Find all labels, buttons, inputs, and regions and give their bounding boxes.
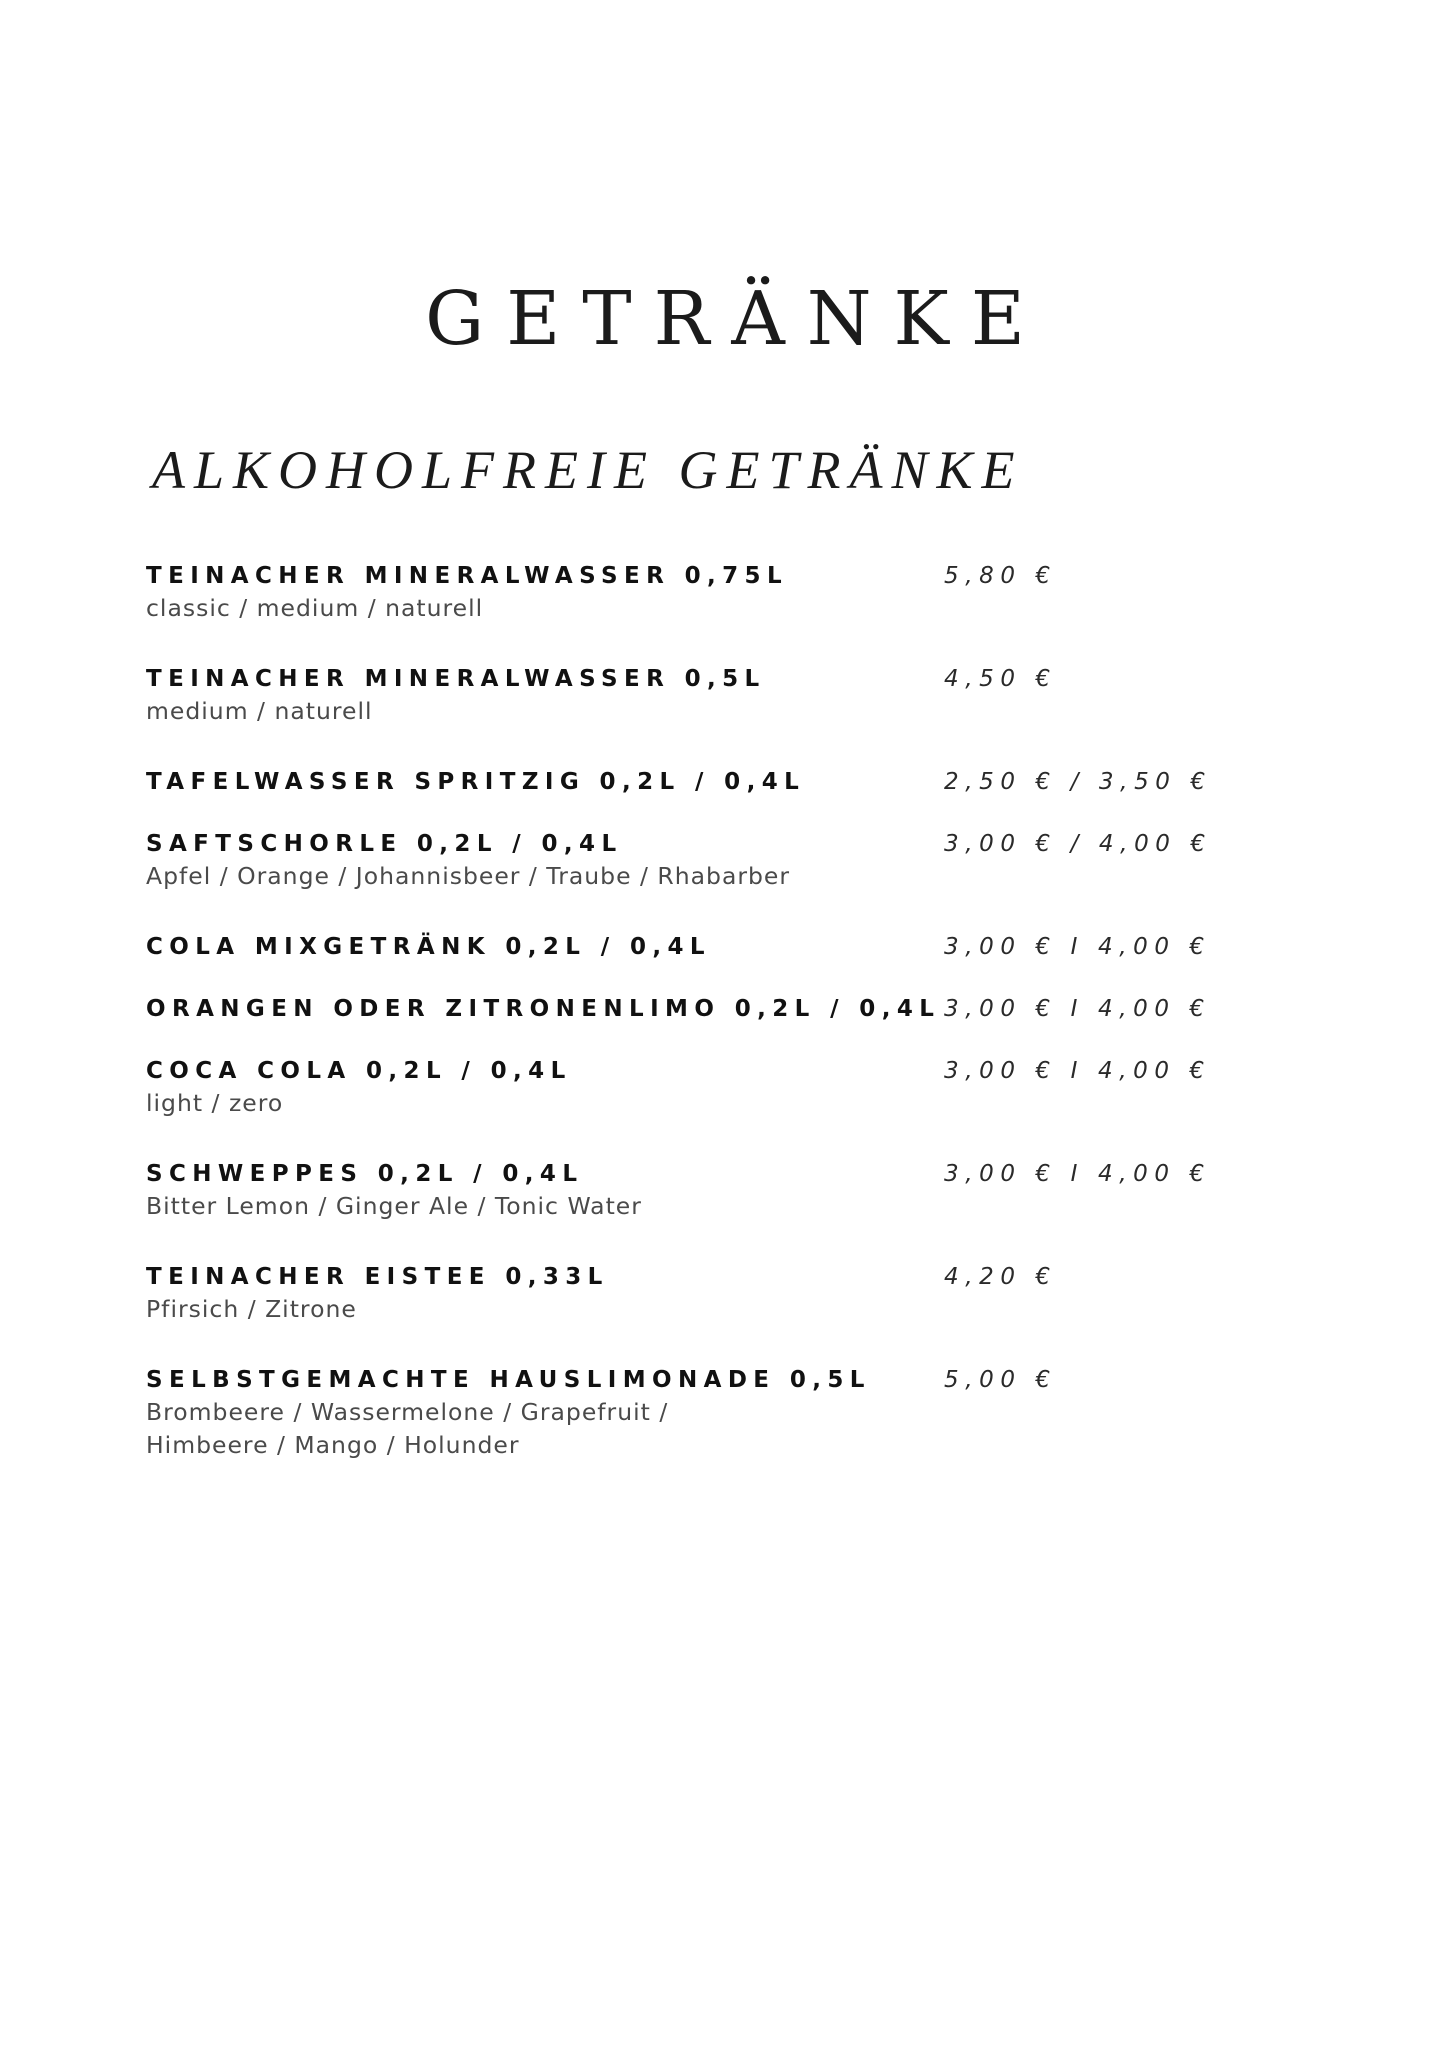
item-price: 4,50 €	[944, 666, 1057, 692]
item-description: Apfel / Orange / Johannisbeer / Traube / Rhabarber	[146, 862, 791, 890]
item-description: Himbeere / Mango / Holunder	[146, 1431, 520, 1459]
menu-item	[146, 993, 1296, 1025]
item-price: 3,00 € I 4,00 €	[944, 934, 1211, 960]
item-price: 3,00 € I 4,00 €	[944, 996, 1211, 1022]
menu-item	[146, 1261, 1296, 1326]
item-description: light / zero	[146, 1089, 284, 1117]
item-price: 2,50 € / 3,50 €	[944, 769, 1212, 795]
item-name: TEINACHER MINERALWASSER 0,5L	[146, 666, 766, 692]
item-name: TEINACHER EISTEE 0,33L	[146, 1264, 609, 1290]
item-name: COCA COLA 0,2L / 0,4L	[146, 1058, 572, 1084]
item-price: 4,20 €	[944, 1264, 1057, 1290]
menu-item	[146, 560, 1296, 625]
item-name: SAFTSCHORLE 0,2L / 0,4L	[146, 831, 623, 857]
item-price: 3,00 € / 4,00 €	[944, 831, 1212, 857]
item-description: Pfirsich / Zitrone	[146, 1295, 357, 1323]
item-description: Bitter Lemon / Ginger Ale / Tonic Water	[146, 1192, 642, 1220]
item-description: Brombeere / Wassermelone / Grapefruit /	[146, 1398, 669, 1426]
item-price: 5,00 €	[944, 1367, 1057, 1393]
menu-item	[146, 663, 1296, 728]
item-name: COLA MIXGETRÄNK 0,2L / 0,4L	[146, 934, 711, 960]
menu-item	[146, 766, 1296, 798]
item-name: TEINACHER MINERALWASSER 0,75L	[146, 563, 789, 589]
menu-item	[146, 1158, 1296, 1223]
menu-list	[146, 560, 1296, 1496]
item-name: SELBSTGEMACHTE HAUSLIMONADE 0,5L	[146, 1367, 871, 1393]
page-title: GETRÄNKE	[425, 276, 1047, 362]
item-description: classic / medium / naturell	[146, 594, 484, 622]
item-price: 3,00 € I 4,00 €	[944, 1058, 1211, 1084]
item-price: 5,80 €	[944, 563, 1057, 589]
menu-item	[146, 931, 1296, 963]
menu-item	[146, 1364, 1296, 1462]
menu-item	[146, 1055, 1296, 1120]
item-price: 3,00 € I 4,00 €	[944, 1161, 1211, 1187]
item-name: SCHWEPPES 0,2L / 0,4L	[146, 1161, 584, 1187]
item-name: ORANGEN ODER ZITRONENLIMO 0,2L / 0,4L	[146, 996, 941, 1022]
section-title: ALKOHOLFREIE GETRÄNKE	[152, 440, 1024, 500]
menu-item	[146, 828, 1296, 893]
item-name: TAFELWASSER SPRITZIG 0,2L / 0,4L	[146, 769, 806, 795]
item-description: medium / naturell	[146, 697, 373, 725]
